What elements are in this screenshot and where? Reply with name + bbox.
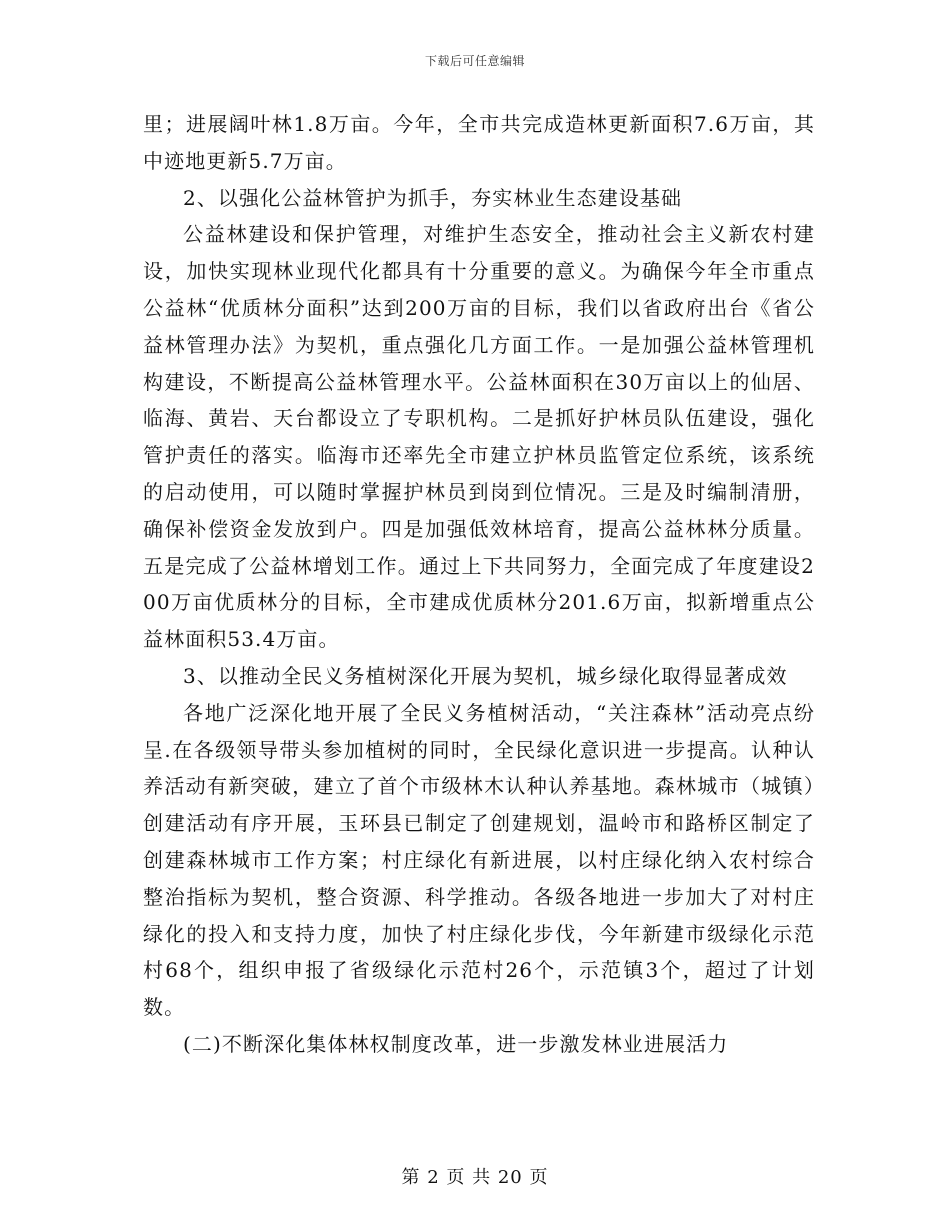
section-heading-3: 3、以推动全民义务植树深化开展为契机，城乡绿化取得显著成效 xyxy=(183,663,788,688)
paragraph-continuation: 里；进展阔叶林1.8万亩。今年，全市共完成造林更新面积7.6万亩，其中迹地更新5.7万亩。 xyxy=(143,112,815,173)
section-heading-4: (二)不断深化集体林权制度改革，进一步激发林业进展活力 xyxy=(183,1031,729,1056)
page-header-note: 下载后可任意编辑 xyxy=(424,54,525,68)
paragraph-tree-planting: 各地广泛深化地开展了全民义务植树活动，“关注森林”活动亮点纷呈.在各级领导带头参加植树的同时，全民绿化意识进一步提高。认种认养活动有新突破，建立了首个市级林木认种认养基地。森林城市（城镇）创建活动有序开展，玉环县已制定了创建规划，温岭市和路桥区制定了创建森林城市工作方案；村庄绿化有新进展，以村庄绿化纳入农村综合整治指标为契机，整合资源、科学推动。各级各地进一步加大了对村庄绿化的投入和支持力度，加快了村庄绿化步伐，今年新建市级绿化示范村68个，组织申报了省级绿化示范村26个，示范镇3个，超过了计划数。 xyxy=(143,700,815,1020)
page-number: 第 2 页 共 20 页 xyxy=(401,1167,549,1188)
section-heading-2: 2、以强化公益林管护为抓手，夯实林业生态建设基础 xyxy=(183,185,683,210)
paragraph-public-forest: 公益林建设和保护管理，对维护生态安全，推动社会主义新农村建设，加快实现林业现代化都具有十分重要的意义。为确保今年全市重点公益林“优质林分面积”达到200万亩的目标，我们以省政府出台《省公益林管理办法》为契机，重点强化几方面工作。一是加强公益林管理机构建设，不断提高公益林管理水平。公益林面积在30万亩以上的仙居、临海、黄岩、天台都设立了专职机构。二是抓好护林员队伍建设，强化管护责任的落实。临海市还率先全市建立护林员监管定位系统，该系统的启动使用，可以随时掌握护林员到岗到位情况。三是及时编制清册，确保补偿资金发放到户。四是加强低效林培育，提高公益林林分质量。五是完成了公益林增划工作。通过上下共同努力，全面完成了年度建设200万亩优质林分的目标，全市建成优质林分201.6万亩，拟新增重点公益林面积53.4万亩。 xyxy=(143,222,815,652)
document-body xyxy=(143,106,815,1063)
